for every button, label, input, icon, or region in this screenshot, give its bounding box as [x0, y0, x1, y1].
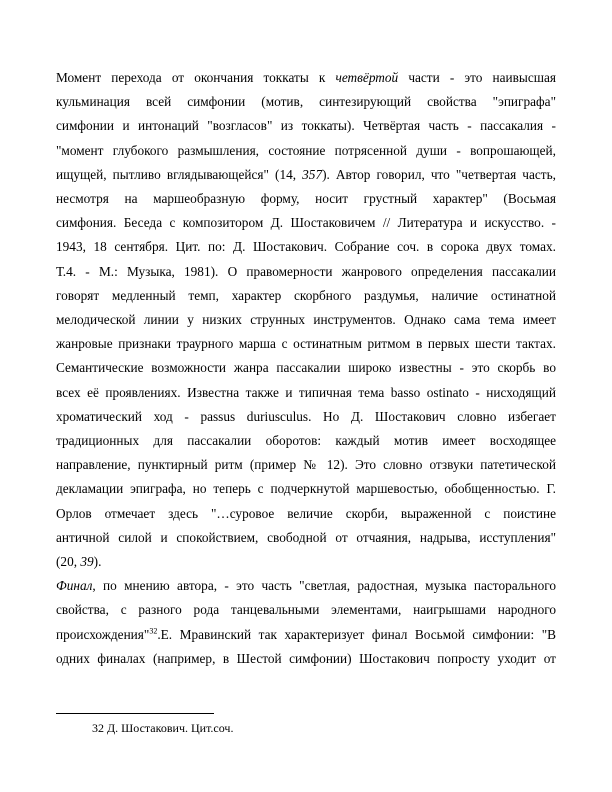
line-text: Т.4. - М.: Музыка, 1981). О правомерности жанрового определения пассакалии [56, 263, 556, 279]
emphasis-text: Финал [56, 578, 93, 594]
line-text: 1943, 18 сентября. Цит. по: Д. Шостакович. Собрание соч. в сорока двух томах. [56, 239, 556, 255]
text-line [56, 526, 556, 550]
footnote: 32 Д. Шостакович. Цит.соч. [92, 721, 234, 735]
emphasis-text: 357 [302, 166, 323, 182]
line-text: хроматический ход - passus duriusculus. Но Д. Шостакович словно избегает [56, 408, 556, 424]
text-line [56, 598, 556, 622]
line-text: декламации эпиграфа, но теперь с подчеркнутой маршевостью, обобщенностью. Г. [56, 481, 556, 497]
body-text [56, 66, 556, 671]
text-line [56, 260, 556, 284]
footnote-marker: 32 [149, 626, 158, 636]
line-text: Орлов отмечает здесь "…суровое величие скорби, выраженной с поистине [56, 505, 556, 521]
text-line [56, 405, 556, 429]
line-text: говорят медленный темп, характер скорбного раздумья, наличие остинатной [56, 287, 556, 303]
line-text: жанровые признаки траурного марша с остинатным ритмом в первых шести тактах. [56, 336, 556, 352]
text-line [56, 332, 556, 356]
line-text: "момент глубокого размышления, состояние потрясенной души - вопрошающей, [56, 142, 556, 158]
text-line [56, 284, 556, 308]
line-text: части - это наивысшая [398, 70, 557, 85]
line-text: ). Автор говорил, что "четвертая часть, [322, 166, 556, 182]
line-text: симфония. Беседа с композитором Д. Шостаковичем // Литература и искусство. - [56, 215, 556, 231]
line-text: Семантические возможности жанра пассакалии широко известны - это скорбь во [56, 360, 556, 376]
emphasis-text: 39 [80, 554, 94, 570]
line-text: всех её проявлениях. Известна также и типичная тема basso ostinato - нисходящий [56, 384, 556, 400]
text-line [56, 429, 556, 453]
text-line [56, 623, 556, 647]
text-line [56, 477, 556, 501]
line-text: свойства, с разного рода танцевальными элементами, наигрышами народного [56, 602, 556, 618]
line-text: симфонии и интонаций "возгласов" из токкаты). Четвёртая часть - пассакалия - [56, 118, 556, 134]
line-text: направление, пунктирный ритм (пример № 12). Это словно отзвуки патетической [56, 457, 556, 473]
line-text: мелодической линии у низких струнных инструментов. Однако сама тема имеет [56, 312, 556, 328]
text-line [56, 90, 556, 114]
footnote-divider [56, 713, 214, 714]
text-line [56, 647, 556, 671]
line-text: кульминация всей симфонии (мотив, синтезирующий свойства "эпиграфа" [56, 94, 556, 110]
text-line [56, 187, 556, 211]
text-line [56, 139, 556, 163]
text-line [56, 550, 556, 574]
line-text: античной силой и спокойствием, свободной от отчаяния, надрыва, исступления" [56, 529, 556, 545]
text-line [56, 502, 556, 526]
text-line [56, 356, 556, 380]
text-line [56, 211, 556, 235]
line-text: ищущей, пытливо вглядывающейся" (14, [56, 166, 303, 182]
text-line [56, 453, 556, 477]
line-text: происхождения" [56, 626, 150, 642]
text-line [56, 574, 556, 598]
line-text: несмотря на маршеобразную форму, носит грустный характер" (Восьмая [56, 191, 556, 207]
line-text: традиционных для пассакалии оборотов: каждый мотив имеет восходящее [56, 433, 556, 449]
emphasis-text: четвёртой [335, 70, 399, 85]
line-text: Момент перехода от окончания токкаты к [56, 70, 336, 85]
text-line [56, 163, 556, 187]
text-line [56, 235, 556, 259]
text-line [56, 114, 556, 138]
text-line [56, 66, 556, 90]
line-text: (20, [56, 554, 81, 570]
text-line [56, 308, 556, 332]
line-text: .Е. Мравинский так характеризует финал Восьмой симфонии: "В [157, 626, 556, 642]
line-text: , по мнению автора, - это часть "светлая, радостная, музыка пасторального [92, 578, 556, 594]
text-line [56, 381, 556, 405]
line-text: одних финалах (например, в Шестой симфонии) Шостакович попросту уходит от [56, 650, 556, 666]
line-text: ). [93, 554, 102, 570]
